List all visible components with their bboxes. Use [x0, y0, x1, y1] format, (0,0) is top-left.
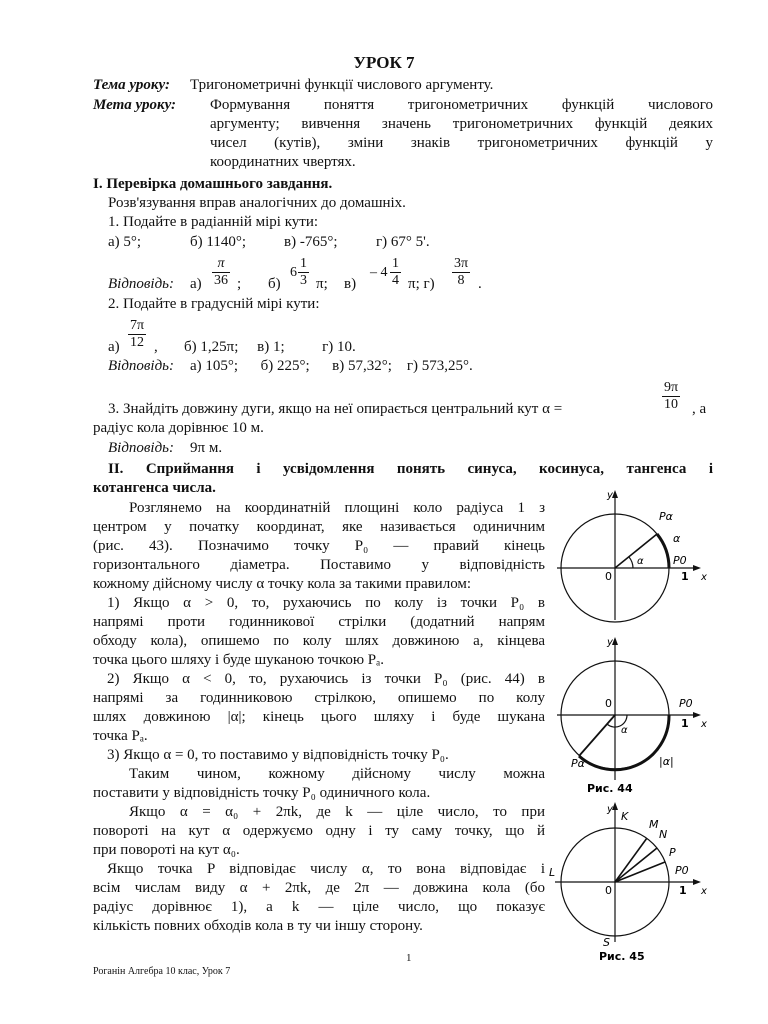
answer2-label: Відповідь:	[108, 358, 175, 374]
section2-body	[93, 499, 545, 936]
goal-text	[210, 96, 713, 172]
body-line: горизонтального діаметра. Поставимо у відповідність	[93, 557, 545, 573]
body-line: напрямі проти годинникової стрілки (додатний напрям	[93, 614, 545, 630]
section2-heading-line: ІІ. Сприймання і усвідомлення понять синуса, косинуса, тангенса і	[108, 461, 713, 477]
ans1-c-fraction	[390, 256, 401, 289]
fig43-origin-label: 0	[605, 570, 612, 583]
task1-item: б) 1140°;	[190, 234, 246, 250]
page-number: 1	[406, 952, 412, 964]
fig43-p0-label: P0	[673, 554, 687, 567]
task2-rest: , б) 1,25π; в) 1; г) 10.	[154, 339, 356, 355]
task1-item: в) -765°;	[284, 234, 338, 250]
fig44-caption: Рис. 44	[587, 782, 633, 795]
body-line: Таким чином, кожному дійсному числу можна	[129, 766, 545, 782]
body-line: (рис. 43). Позначимо точку P₀ — правий кінець	[93, 538, 545, 554]
ans1-b-whole: 6	[290, 265, 297, 280]
task3-tail: , а	[692, 401, 707, 417]
frac-den: 3	[300, 273, 307, 288]
fig44-one-label: 1	[681, 717, 689, 730]
fig45-one-label: 1	[679, 884, 687, 897]
answer1-label: Відповідь:	[108, 276, 175, 292]
body-line: точка цього шляху і буде шуканою точкою Pₐ.	[93, 652, 385, 668]
body-line: точка Pₐ.	[93, 728, 148, 744]
body-line: шлях довжиною |α|; кінець цього шляху і буде шукана	[93, 709, 545, 725]
figure-44	[555, 635, 715, 795]
body-line: кількість повних обходів кола в ту чи іншу сторону.	[93, 918, 423, 934]
body-line: радіус дорівнює 1), а k — ціле число, що показує	[93, 899, 545, 915]
ans1-a-fraction	[212, 256, 230, 289]
task2-a-fraction	[128, 318, 146, 351]
body-line: 3) Якщо α = 0, то поставимо у відповідність точку P₀.	[107, 747, 449, 763]
fig43-alpha-arc-label: α	[673, 532, 681, 545]
frac-num: 3π	[454, 256, 469, 271]
goal-line: координатних чвертях.	[210, 154, 356, 170]
fig45-y-label: y	[607, 804, 613, 815]
section1-intro: Розв'язування вправ аналогічних до домашніх.	[108, 195, 406, 211]
fig45-k-label: K	[621, 810, 629, 823]
body-line: 2) Якщо α < 0, то, рухаючись із точки P₀ (рис. 44) в	[107, 671, 545, 687]
frac-num: 1	[300, 256, 307, 271]
fig43-alpha-angle-label: α	[637, 556, 644, 567]
figure-45	[545, 800, 715, 965]
ans1-c-whole: – 4	[370, 265, 388, 280]
fig44-origin-label: 0	[605, 697, 612, 710]
fig45-s-label: S	[603, 936, 610, 949]
task2-text: 2. Подайте в градусній мірі кути:	[108, 296, 320, 312]
ans1-c-prefix: в)	[344, 276, 357, 292]
task3-text: 3. Знайдіть довжину дуги, якщо на неї опирається центральний кут α =	[108, 401, 563, 417]
frac-den: 10	[664, 397, 679, 412]
ans1-a-suffix: ;	[237, 276, 242, 292]
body-line: Якщо точка P відповідає числу α, то вона відповідає і	[107, 861, 545, 877]
fig43-x-label: x	[701, 572, 707, 583]
goal-label: Мета уроку:	[93, 97, 177, 113]
fig44-abs-alpha-label: |α|	[659, 755, 674, 768]
fig43-p-alpha-label: Pα	[659, 510, 673, 523]
fig45-origin-label: 0	[605, 884, 612, 897]
ans1-d-fraction	[452, 256, 470, 289]
body-line: центром у початку координат, яке називається одиничним	[93, 519, 545, 535]
body-line: 1) Якщо α > 0, то, рухаючись по колу із точки P₀ в	[107, 595, 545, 611]
ans1-b-suffix: π;	[316, 276, 328, 292]
frac-num: 9π	[664, 380, 679, 395]
body-line: кожному дійсному числу α точку кола за такими правилом:	[93, 576, 472, 592]
task3-fraction	[662, 380, 680, 413]
answer3-text: 9π м.	[190, 440, 223, 456]
ans1-a-prefix: а)	[190, 276, 202, 292]
topic-text: Тригонометричні функції числового аргументу.	[190, 77, 494, 93]
body-line: напрямі за годинниковою стрілкою, опишемо по колу	[93, 690, 545, 706]
body-line: повороті на кут α одержуємо одну і ту саму точку, що й	[93, 823, 545, 839]
frac-den: 8	[457, 273, 465, 288]
frac-num: 1	[392, 256, 399, 271]
frac-den: 12	[130, 335, 145, 350]
ans1-b-prefix: б)	[268, 276, 281, 292]
fig44-alpha-label: α	[621, 725, 628, 736]
fig43-y-label: y	[607, 490, 613, 501]
frac-num: π	[212, 256, 230, 273]
figure-43	[555, 488, 715, 623]
goal-line: чисел (кутів), зміни знаків тригонометричних функцій у	[210, 135, 713, 151]
frac-num: 7π	[130, 318, 145, 333]
task2-a-prefix: а)	[108, 339, 120, 355]
fig45-caption: Рис. 45	[599, 950, 645, 963]
task1-text: 1. Подайте в радіанній мірі кути:	[108, 214, 319, 230]
ans1-c-suffix: π; г)	[408, 276, 435, 292]
footer-text: Роганін Алгебра 10 клас, Урок 7	[93, 966, 231, 977]
body-line: при повороті на кут α₀.	[93, 842, 240, 858]
ans1-b-fraction	[298, 256, 309, 289]
body-line: всім числам виду α + 2πk, де 2π — довжина кола (бо	[93, 880, 545, 896]
body-line: Розглянемо на координатній площині коло радіуса 1 з	[129, 500, 545, 516]
answer3-label: Відповідь:	[108, 440, 175, 456]
frac-den: 36	[214, 273, 228, 288]
task1-item: а) 5°;	[108, 234, 142, 250]
fig45-m-label: M	[649, 818, 659, 831]
task1-item: г) 67° 5'.	[376, 234, 430, 250]
topic-label: Тема уроку:	[93, 77, 170, 93]
fig45-x-label: x	[701, 886, 707, 897]
fig45-l-label: L	[549, 866, 556, 879]
fig44-p0-label: P0	[679, 697, 693, 710]
goal-line: аргументу; вивчення значень тригонометричних функцій деяких	[210, 116, 713, 132]
fig44-y-label: y	[607, 637, 613, 648]
answer2-text: а) 105°; б) 225°; в) 57,32°; г) 573,25°.	[190, 358, 473, 374]
body-line: поставити у відповідність точку P₀ одиничного кола.	[93, 785, 431, 801]
page-title: УРОК 7	[353, 53, 415, 72]
fig43-one-label: 1	[681, 570, 689, 583]
fig44-x-label: x	[701, 719, 707, 730]
body-line: обходу кола), опишемо по колу шлях довжиною а, кінцева	[93, 633, 545, 649]
fig44-p-alpha-label: Pα	[571, 757, 585, 770]
goal-line: Формування поняття тригонометричних функцій числового	[210, 97, 713, 113]
frac-den: 4	[392, 273, 399, 288]
fig45-n-label: N	[659, 828, 668, 841]
task3-line2: радіус кола дорівнює 10 м.	[93, 420, 264, 436]
section2-heading-line: котангенса числа.	[93, 480, 216, 496]
section1-heading: І. Перевірка домашнього завдання.	[93, 176, 333, 192]
body-line: Якщо α = α₀ + 2πk, де k — ціле число, то при	[129, 804, 545, 820]
fig45-p-label: P	[669, 846, 676, 859]
ans1-d-suffix: .	[478, 276, 482, 292]
fig45-p0-label: P0	[675, 864, 689, 877]
